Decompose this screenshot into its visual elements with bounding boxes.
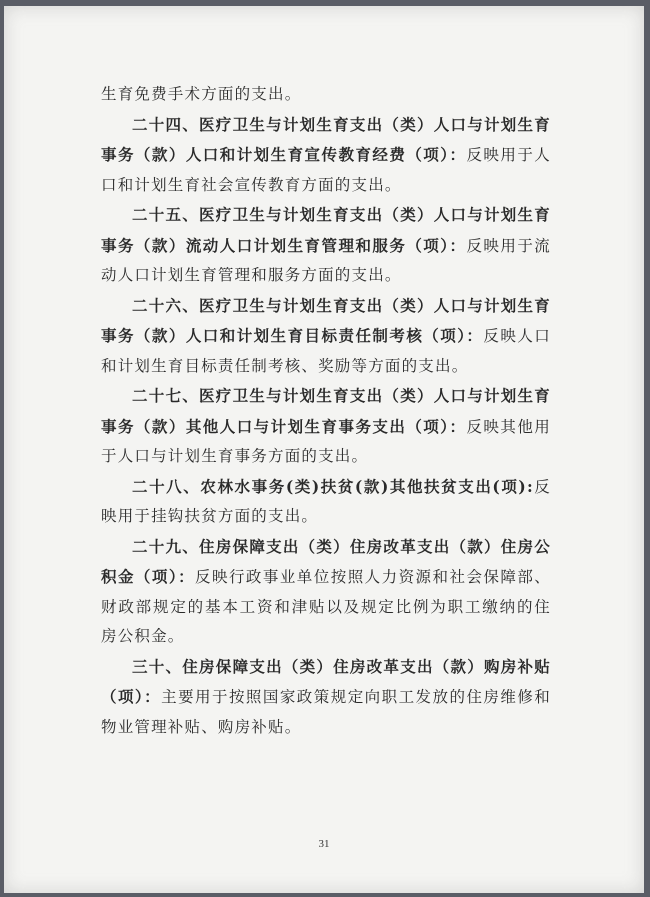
document-body	[101, 80, 551, 742]
item-description: 反映用于挂钩扶贫方面的支出。	[101, 477, 551, 525]
item-description: 反映人口和计划生育目标责任制考核、奖励等方面的支出。	[101, 327, 551, 375]
paragraph-item-28	[101, 472, 551, 532]
document-page	[4, 6, 644, 893]
item-heading: 二十七、医疗卫生与计划生育支出（类）人口与计划生育事务（款）其他人口与计划生育事务支出（项）：	[101, 386, 551, 436]
paragraph-item-27	[101, 381, 551, 472]
paragraph-item-30	[101, 652, 551, 743]
paragraph-item-26	[101, 291, 551, 382]
item-description: 反映行政事业单位按照人力资源和社会保障部、财政部规定的基本工资和津贴以及规定比例为职工缴纳的住房公积金。	[101, 568, 551, 645]
item-heading: 二十四、医疗卫生与计划生育支出（类）人口与计划生育事务（款）人口和计划生育宣传教育经费（项）：	[101, 114, 551, 164]
paragraph-item-25	[101, 200, 551, 291]
item-description: 反映用于流动人口计划生育管理和服务方面的支出。	[101, 236, 551, 284]
item-heading: 二十五、医疗卫生与计划生育支出（类）人口与计划生育事务（款）流动人口计划生育管理和服务（项）：	[101, 205, 551, 255]
item-heading: 二十六、医疗卫生与计划生育支出（类）人口与计划生育事务（款）人口和计划生育目标责任制考核（项）：	[101, 295, 551, 345]
item-heading: 二十八、农林水事务(类)扶贫(款)其他扶贫支出(项):	[132, 476, 534, 496]
item-description: 反映用于人口和计划生育社会宣传教育方面的支出。	[101, 146, 551, 194]
paragraph-continuation	[101, 80, 551, 110]
item-heading: 二十九、住房保障支出（类）住房改革支出（款）住房公积金（项）：	[101, 536, 551, 586]
page-number: 31	[318, 838, 330, 850]
item-heading: 三十、住房保障支出（类）住房改革支出（款）购房补贴（项）：	[101, 656, 551, 706]
paragraph-item-29	[101, 532, 551, 652]
paragraph-text: 生育免费手术方面的支出。	[101, 85, 302, 103]
item-description: 主要用于按照国家政策规定向职工发放的住房维修和物业管理补贴、购房补贴。	[101, 688, 551, 736]
paragraph-item-24	[101, 110, 551, 201]
item-description: 反映其他用于人口与计划生育事务方面的支出。	[101, 417, 551, 465]
